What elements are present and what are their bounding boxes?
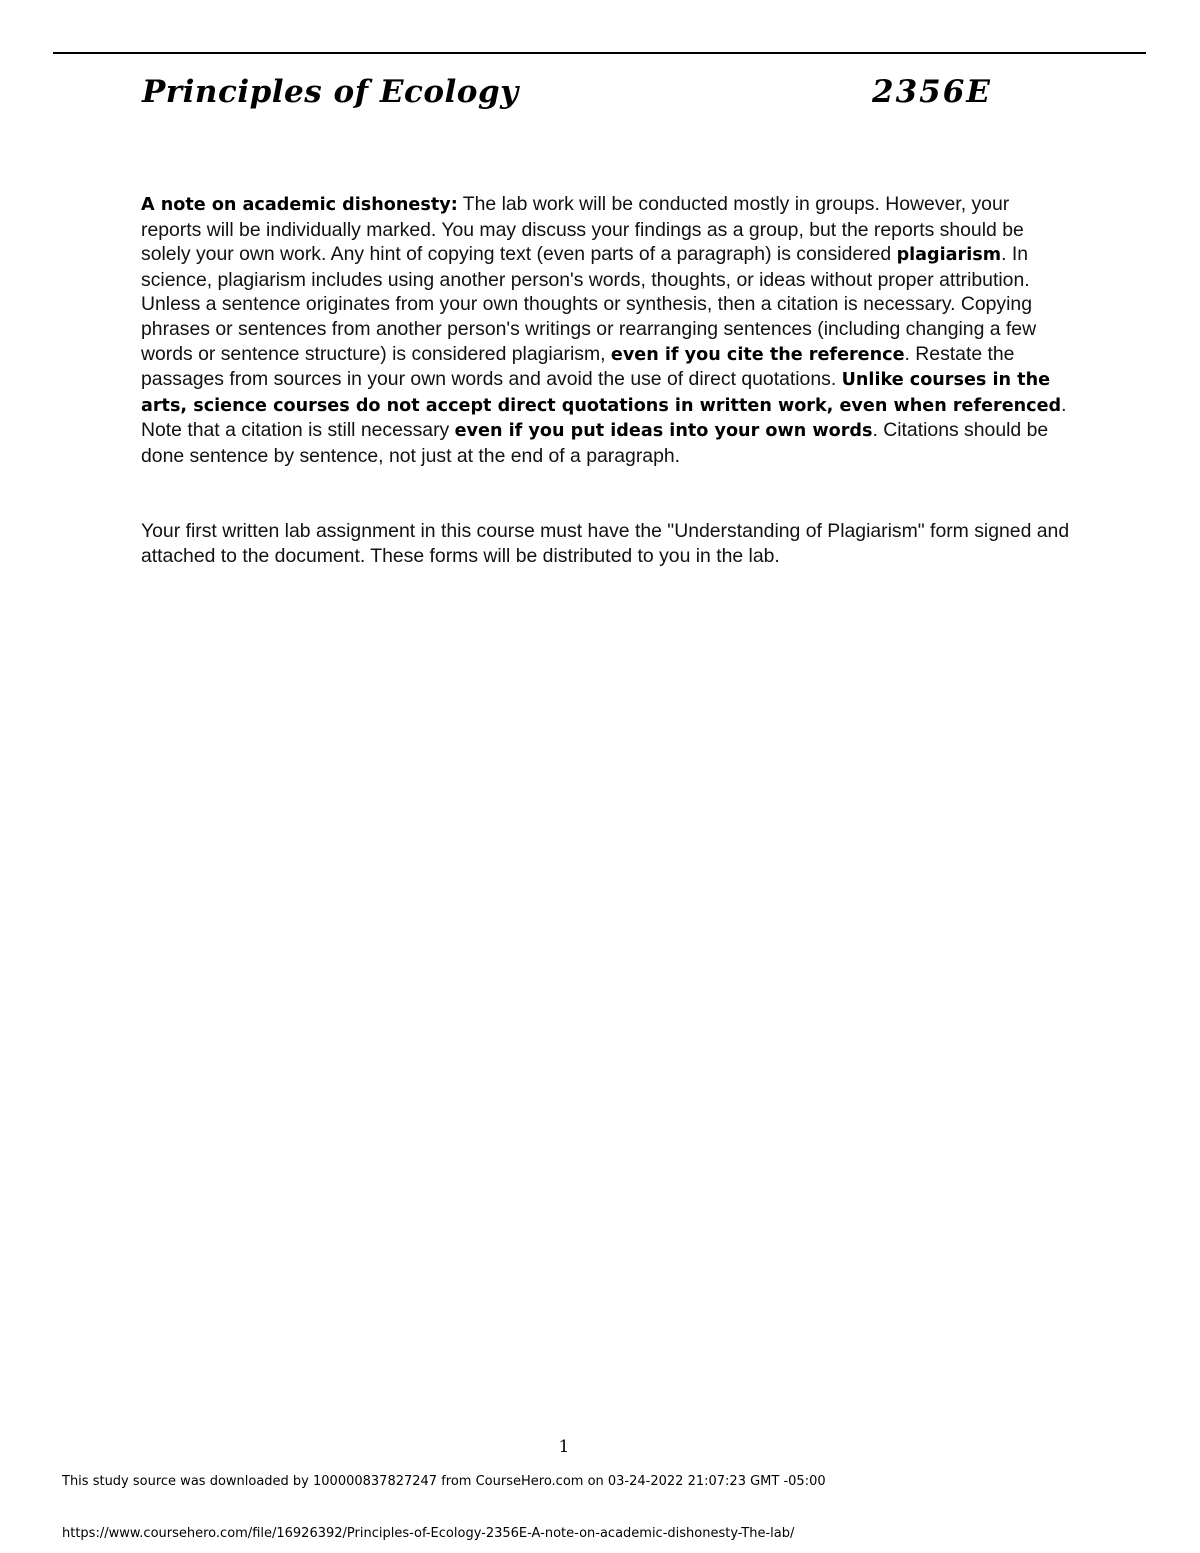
- course-title: Principles of Ecology: [142, 74, 519, 110]
- bold-own-words: even if you put ideas into your own words: [454, 421, 873, 442]
- note-heading: A note on academic dishonesty:: [141, 195, 458, 215]
- page-number: 1: [558, 1437, 570, 1457]
- text-segment: . Restate the passages from sources in your own words and avoid the use of direct quotations.: [141, 342, 1015, 391]
- text-segment: . Citations should be done sentence by sentence, not just at the end of a paragraph.: [141, 419, 1049, 467]
- bold-no-quotations: Unlike courses in the arts, science courses do not accept direct quotations in written work, even when referenced: [141, 370, 1062, 416]
- source-url[interactable]: https://www.coursehero.com/file/16926392/Principles-of-Ecology-2356E-A-note-on-academic-dishonesty-The-lab/: [62, 1526, 795, 1541]
- bold-plagiarism: plagiarism: [896, 245, 1002, 266]
- download-notice: This study source was downloaded by 100000837827247 from CourseHero.com on 03-24-2022 21:07:23 GMT -05:00: [62, 1474, 826, 1489]
- course-code: 2356E: [872, 74, 992, 110]
- text-segment: The lab work will be conducted mostly in groups. However, your reports will be individually marked. You may discuss your findings as a group, but the reports should be solely your own work. Any hint of copying text (even parts of a paragraph) is considered: [141, 193, 1024, 266]
- header-rule: [53, 52, 1146, 54]
- text-segment: . In science, plagiarism includes using another person's words, thoughts, or ideas without proper attribution. Unless a sentence originates from your own thoughts or synthesis, then a citation is necessary. Copying phrases or sentences from another person's writings or rearranging sentences (including changing a few words or sentence structure) is considered plagiarism,: [141, 243, 1037, 365]
- plagiarism-form-paragraph: Your first written lab assignment in this course must have the "Understanding of Plagiarism" form signed and attached to the document. These forms will be distributed to you in the lab.: [141, 520, 1070, 567]
- academic-dishonesty-paragraph: [141, 192, 1071, 469]
- text-segment: . Note that a citation is still necessary: [141, 393, 1067, 442]
- bold-cite-reference: even if you cite the reference: [610, 344, 905, 365]
